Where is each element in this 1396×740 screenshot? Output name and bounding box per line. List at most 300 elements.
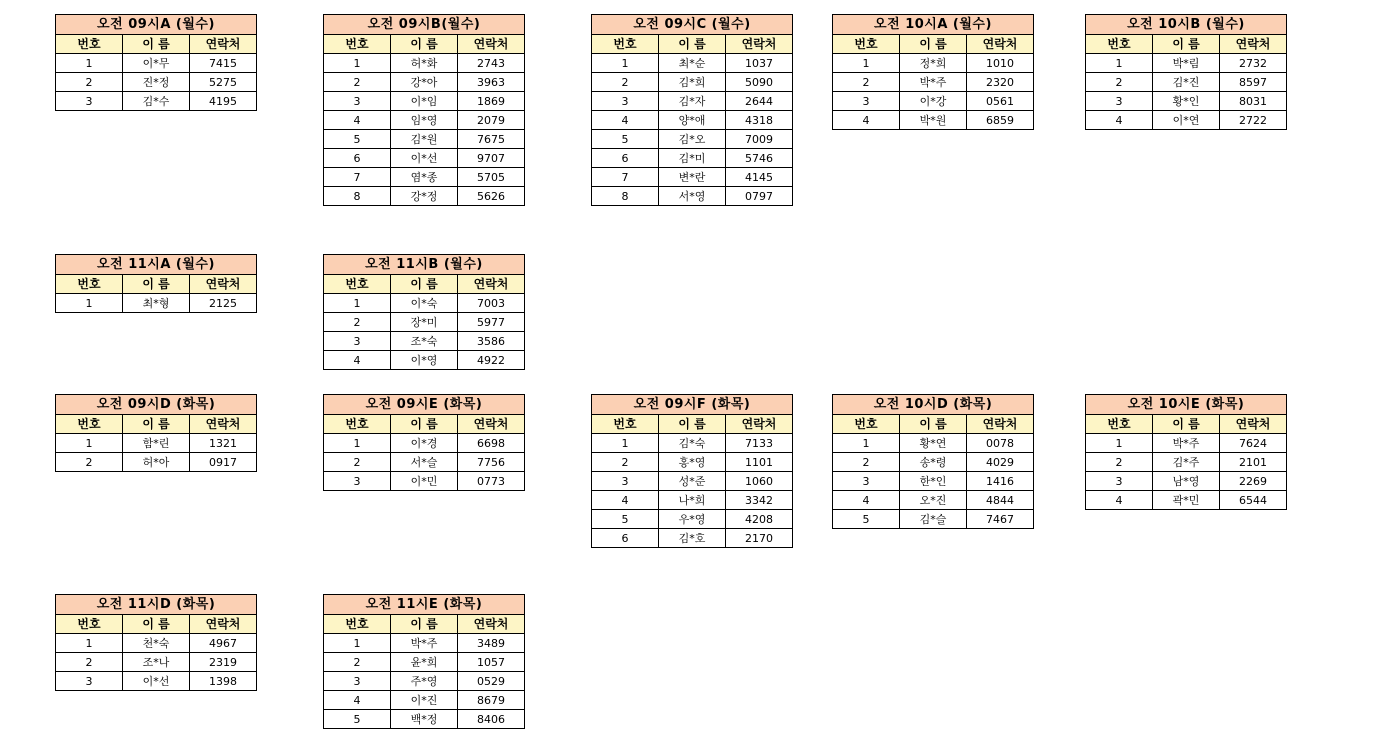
row-number-cell: 8: [324, 187, 391, 206]
column-header: 연락처: [190, 615, 257, 634]
name-cell: 조*나: [123, 653, 190, 672]
contact-cell: 2269: [1220, 472, 1287, 491]
name-cell: 이*영: [391, 351, 458, 370]
name-cell: 이*무: [123, 54, 190, 73]
column-header: 이 름: [1153, 415, 1220, 434]
column-header: 이 름: [900, 415, 967, 434]
row-number-cell: 1: [592, 434, 659, 453]
row-number-cell: 3: [592, 92, 659, 111]
table-row: [324, 691, 525, 710]
header-row: [324, 415, 525, 434]
table-title: 오전 10시E (화목): [1086, 395, 1287, 415]
column-header: 이 름: [391, 415, 458, 434]
name-cell: 이*민: [391, 472, 458, 491]
row-number-cell: 3: [833, 472, 900, 491]
row-number-cell: 3: [592, 472, 659, 491]
row-number-cell: 4: [833, 491, 900, 510]
contact-cell: 7415: [190, 54, 257, 73]
table-title: 오전 11시D (화목): [56, 595, 257, 615]
column-header: 번호: [324, 35, 391, 54]
table-row: [56, 73, 257, 92]
contact-cell: 4208: [726, 510, 793, 529]
contact-cell: 7003: [458, 294, 525, 313]
header-row: [56, 275, 257, 294]
table-title: 오전 11시B (월수): [324, 255, 525, 275]
table-row: [592, 434, 793, 453]
class-table: [591, 394, 793, 548]
table-row: [56, 672, 257, 691]
contact-cell: 0917: [190, 453, 257, 472]
table-row: [592, 73, 793, 92]
row-number-cell: 5: [833, 510, 900, 529]
contact-cell: 2743: [458, 54, 525, 73]
row-number-cell: 2: [324, 313, 391, 332]
row-number-cell: 1: [324, 294, 391, 313]
table-row: [324, 92, 525, 111]
column-header: 이 름: [123, 615, 190, 634]
name-cell: 박*주: [900, 73, 967, 92]
column-header: 이 름: [659, 35, 726, 54]
contact-cell: 2125: [190, 294, 257, 313]
class-table: [1085, 14, 1287, 130]
table-row: [592, 453, 793, 472]
column-header: 연락처: [726, 415, 793, 434]
name-cell: 박*림: [1153, 54, 1220, 73]
name-cell: 이*선: [391, 149, 458, 168]
row-number-cell: 3: [324, 92, 391, 111]
table-row: [833, 510, 1034, 529]
contact-cell: 4318: [726, 111, 793, 130]
table-row: [592, 130, 793, 149]
row-number-cell: 7: [592, 168, 659, 187]
row-number-cell: 4: [1086, 491, 1153, 510]
row-number-cell: 2: [324, 653, 391, 672]
column-header: 번호: [324, 415, 391, 434]
name-cell: 김*숙: [659, 434, 726, 453]
row-number-cell: 3: [1086, 92, 1153, 111]
contact-cell: 3963: [458, 73, 525, 92]
row-number-cell: 2: [324, 73, 391, 92]
class-table: [323, 594, 525, 729]
column-header: 이 름: [123, 415, 190, 434]
table-row: [592, 187, 793, 206]
column-header: 이 름: [391, 275, 458, 294]
table-row: [592, 168, 793, 187]
row-number-cell: 1: [324, 434, 391, 453]
name-cell: 염*종: [391, 168, 458, 187]
table-row: [56, 653, 257, 672]
name-cell: 김*원: [391, 130, 458, 149]
name-cell: 김*진: [1153, 73, 1220, 92]
contact-cell: 7467: [967, 510, 1034, 529]
header-row: [592, 35, 793, 54]
contact-cell: 9707: [458, 149, 525, 168]
contact-cell: 0561: [967, 92, 1034, 111]
header-row: [56, 615, 257, 634]
table-title: 오전 09시E (화목): [324, 395, 525, 415]
contact-cell: 7756: [458, 453, 525, 472]
class-table: [832, 14, 1034, 130]
name-cell: 천*숙: [123, 634, 190, 653]
contact-cell: 8406: [458, 710, 525, 729]
column-header: 번호: [592, 415, 659, 434]
contact-cell: 7133: [726, 434, 793, 453]
name-cell: 김*호: [659, 529, 726, 548]
table-row: [1086, 54, 1287, 73]
column-header: 번호: [324, 275, 391, 294]
contact-cell: 0773: [458, 472, 525, 491]
name-cell: 이*강: [900, 92, 967, 111]
column-header: 연락처: [458, 275, 525, 294]
contact-cell: 2722: [1220, 111, 1287, 130]
table-row: [324, 710, 525, 729]
row-number-cell: 3: [833, 92, 900, 111]
table-row: [56, 453, 257, 472]
contact-cell: 7624: [1220, 434, 1287, 453]
row-number-cell: 3: [1086, 472, 1153, 491]
table-row: [833, 73, 1034, 92]
column-header: 연락처: [967, 35, 1034, 54]
table-title: 오전 10시D (화목): [833, 395, 1034, 415]
contact-cell: 4922: [458, 351, 525, 370]
name-cell: 김*주: [1153, 453, 1220, 472]
table-row: [592, 472, 793, 491]
header-row: [56, 415, 257, 434]
name-cell: 오*진: [900, 491, 967, 510]
column-header: 번호: [56, 415, 123, 434]
row-number-cell: 1: [56, 634, 123, 653]
name-cell: 홍*영: [659, 453, 726, 472]
column-header: 이 름: [1153, 35, 1220, 54]
table-title: 오전 11시E (화목): [324, 595, 525, 615]
name-cell: 김*오: [659, 130, 726, 149]
table-row: [833, 491, 1034, 510]
contact-cell: 0529: [458, 672, 525, 691]
contact-cell: 1398: [190, 672, 257, 691]
row-number-cell: 1: [833, 54, 900, 73]
column-header: 연락처: [1220, 415, 1287, 434]
row-number-cell: 1: [833, 434, 900, 453]
table-row: [56, 634, 257, 653]
header-row: [56, 35, 257, 54]
table-row: [592, 510, 793, 529]
name-cell: 우*영: [659, 510, 726, 529]
name-cell: 곽*민: [1153, 491, 1220, 510]
contact-cell: 8597: [1220, 73, 1287, 92]
header-row: [592, 415, 793, 434]
name-cell: 허*아: [123, 453, 190, 472]
row-number-cell: 4: [324, 351, 391, 370]
contact-cell: 7009: [726, 130, 793, 149]
header-row: [1086, 35, 1287, 54]
name-cell: 남*영: [1153, 472, 1220, 491]
table-title: 오전 09시B(월수): [324, 15, 525, 35]
table-title: 오전 09시C (월수): [592, 15, 793, 35]
contact-cell: 4195: [190, 92, 257, 111]
name-cell: 박*주: [1153, 434, 1220, 453]
name-cell: 진*정: [123, 73, 190, 92]
column-header: 연락처: [726, 35, 793, 54]
row-number-cell: 1: [56, 434, 123, 453]
name-cell: 김*수: [123, 92, 190, 111]
column-header: 번호: [324, 615, 391, 634]
class-table: [323, 254, 525, 370]
table-row: [592, 111, 793, 130]
name-cell: 최*순: [659, 54, 726, 73]
column-header: 번호: [592, 35, 659, 54]
class-table: [55, 594, 257, 691]
class-table: [832, 394, 1034, 529]
name-cell: 윤*희: [391, 653, 458, 672]
column-header: 연락처: [190, 415, 257, 434]
table-row: [592, 529, 793, 548]
name-cell: 성*준: [659, 472, 726, 491]
column-header: 번호: [1086, 415, 1153, 434]
contact-cell: 1060: [726, 472, 793, 491]
contact-cell: 5090: [726, 73, 793, 92]
table-row: [1086, 491, 1287, 510]
column-header: 번호: [833, 35, 900, 54]
table-row: [324, 453, 525, 472]
row-number-cell: 1: [324, 54, 391, 73]
column-header: 이 름: [123, 35, 190, 54]
name-cell: 양*애: [659, 111, 726, 130]
row-number-cell: 4: [324, 691, 391, 710]
name-cell: 김*자: [659, 92, 726, 111]
column-header: 이 름: [900, 35, 967, 54]
table-row: [324, 672, 525, 691]
name-cell: 이*경: [391, 434, 458, 453]
column-header: 연락처: [1220, 35, 1287, 54]
column-header: 번호: [1086, 35, 1153, 54]
table-row: [833, 453, 1034, 472]
table-title: 오전 10시B (월수): [1086, 15, 1287, 35]
header-row: [324, 35, 525, 54]
row-number-cell: 2: [324, 453, 391, 472]
row-number-cell: 6: [592, 529, 659, 548]
table-row: [1086, 111, 1287, 130]
row-number-cell: 4: [592, 491, 659, 510]
column-header: 이 름: [391, 35, 458, 54]
header-row: [833, 35, 1034, 54]
name-cell: 이*진: [391, 691, 458, 710]
table-row: [56, 92, 257, 111]
contact-cell: 3489: [458, 634, 525, 653]
row-number-cell: 2: [833, 73, 900, 92]
contact-cell: 1321: [190, 434, 257, 453]
contact-cell: 0797: [726, 187, 793, 206]
name-cell: 강*정: [391, 187, 458, 206]
name-cell: 허*화: [391, 54, 458, 73]
table-row: [833, 54, 1034, 73]
name-cell: 김*희: [659, 73, 726, 92]
table-row: [324, 332, 525, 351]
name-cell: 서*슬: [391, 453, 458, 472]
row-number-cell: 5: [592, 130, 659, 149]
contact-cell: 4844: [967, 491, 1034, 510]
contact-cell: 5746: [726, 149, 793, 168]
contact-cell: 6698: [458, 434, 525, 453]
column-header: 연락처: [458, 415, 525, 434]
class-table: [323, 394, 525, 491]
table-row: [324, 168, 525, 187]
column-header: 연락처: [190, 275, 257, 294]
table-row: [324, 54, 525, 73]
row-number-cell: 4: [1086, 111, 1153, 130]
table-row: [324, 73, 525, 92]
table-row: [833, 92, 1034, 111]
row-number-cell: 2: [833, 453, 900, 472]
contact-cell: 6544: [1220, 491, 1287, 510]
name-cell: 송*령: [900, 453, 967, 472]
name-cell: 임*영: [391, 111, 458, 130]
table-row: [1086, 472, 1287, 491]
row-number-cell: 5: [592, 510, 659, 529]
contact-cell: 4029: [967, 453, 1034, 472]
row-number-cell: 2: [1086, 453, 1153, 472]
table-row: [324, 634, 525, 653]
table-row: [324, 149, 525, 168]
table-row: [324, 313, 525, 332]
table-row: [592, 149, 793, 168]
name-cell: 백*정: [391, 710, 458, 729]
row-number-cell: 1: [56, 54, 123, 73]
row-number-cell: 3: [324, 672, 391, 691]
row-number-cell: 3: [56, 672, 123, 691]
row-number-cell: 3: [324, 472, 391, 491]
table-row: [1086, 92, 1287, 111]
table-row: [592, 54, 793, 73]
contact-cell: 3342: [726, 491, 793, 510]
contact-cell: 2320: [967, 73, 1034, 92]
name-cell: 황*연: [900, 434, 967, 453]
contact-cell: 5705: [458, 168, 525, 187]
row-number-cell: 2: [56, 453, 123, 472]
row-number-cell: 1: [324, 634, 391, 653]
row-number-cell: 4: [592, 111, 659, 130]
name-cell: 나*희: [659, 491, 726, 510]
row-number-cell: 2: [592, 73, 659, 92]
column-header: 번호: [833, 415, 900, 434]
table-title: 오전 09시A (월수): [56, 15, 257, 35]
table-row: [592, 491, 793, 510]
contact-cell: 1037: [726, 54, 793, 73]
contact-cell: 1101: [726, 453, 793, 472]
row-number-cell: 7: [324, 168, 391, 187]
name-cell: 함*린: [123, 434, 190, 453]
contact-cell: 6859: [967, 111, 1034, 130]
name-cell: 이*선: [123, 672, 190, 691]
header-row: [1086, 415, 1287, 434]
table-row: [833, 111, 1034, 130]
row-number-cell: 6: [592, 149, 659, 168]
name-cell: 김*슬: [900, 510, 967, 529]
column-header: 번호: [56, 35, 123, 54]
contact-cell: 2101: [1220, 453, 1287, 472]
table-row: [324, 434, 525, 453]
header-row: [324, 615, 525, 634]
table-row: [324, 351, 525, 370]
contact-cell: 4967: [190, 634, 257, 653]
class-table: [1085, 394, 1287, 510]
table-row: [56, 434, 257, 453]
table-row: [324, 294, 525, 313]
column-header: 연락처: [190, 35, 257, 54]
table-row: [592, 92, 793, 111]
row-number-cell: 3: [56, 92, 123, 111]
contact-cell: 2079: [458, 111, 525, 130]
contact-cell: 8679: [458, 691, 525, 710]
name-cell: 최*형: [123, 294, 190, 313]
class-table: [591, 14, 793, 206]
column-header: 이 름: [659, 415, 726, 434]
column-header: 연락처: [967, 415, 1034, 434]
contact-cell: 1869: [458, 92, 525, 111]
contact-cell: 7675: [458, 130, 525, 149]
table-row: [1086, 453, 1287, 472]
contact-cell: 4145: [726, 168, 793, 187]
name-cell: 조*숙: [391, 332, 458, 351]
table-title: 오전 09시F (화목): [592, 395, 793, 415]
row-number-cell: 1: [56, 294, 123, 313]
row-number-cell: 4: [324, 111, 391, 130]
contact-cell: 5626: [458, 187, 525, 206]
contact-cell: 2170: [726, 529, 793, 548]
table-row: [324, 653, 525, 672]
row-number-cell: 5: [324, 710, 391, 729]
header-row: [324, 275, 525, 294]
class-table: [55, 394, 257, 472]
table-row: [1086, 434, 1287, 453]
class-table: [55, 14, 257, 111]
table-row: [324, 472, 525, 491]
class-table: [55, 254, 257, 313]
contact-cell: 2732: [1220, 54, 1287, 73]
row-number-cell: 1: [1086, 434, 1153, 453]
table-title: 오전 10시A (월수): [833, 15, 1034, 35]
name-cell: 이*임: [391, 92, 458, 111]
table-row: [56, 294, 257, 313]
contact-cell: 3586: [458, 332, 525, 351]
name-cell: 김*미: [659, 149, 726, 168]
column-header: 연락처: [458, 35, 525, 54]
table-row: [833, 472, 1034, 491]
table-row: [324, 187, 525, 206]
name-cell: 박*원: [900, 111, 967, 130]
header-row: [833, 415, 1034, 434]
table-row: [56, 54, 257, 73]
row-number-cell: 8: [592, 187, 659, 206]
row-number-cell: 1: [1086, 54, 1153, 73]
table-title: 오전 09시D (화목): [56, 395, 257, 415]
row-number-cell: 2: [56, 653, 123, 672]
column-header: 번호: [56, 275, 123, 294]
name-cell: 이*숙: [391, 294, 458, 313]
name-cell: 한*인: [900, 472, 967, 491]
table-row: [1086, 73, 1287, 92]
row-number-cell: 6: [324, 149, 391, 168]
name-cell: 변*란: [659, 168, 726, 187]
column-header: 이 름: [391, 615, 458, 634]
name-cell: 주*영: [391, 672, 458, 691]
contact-cell: 1057: [458, 653, 525, 672]
name-cell: 박*주: [391, 634, 458, 653]
table-row: [833, 434, 1034, 453]
name-cell: 서*영: [659, 187, 726, 206]
contact-cell: 0078: [967, 434, 1034, 453]
row-number-cell: 2: [592, 453, 659, 472]
column-header: 번호: [56, 615, 123, 634]
